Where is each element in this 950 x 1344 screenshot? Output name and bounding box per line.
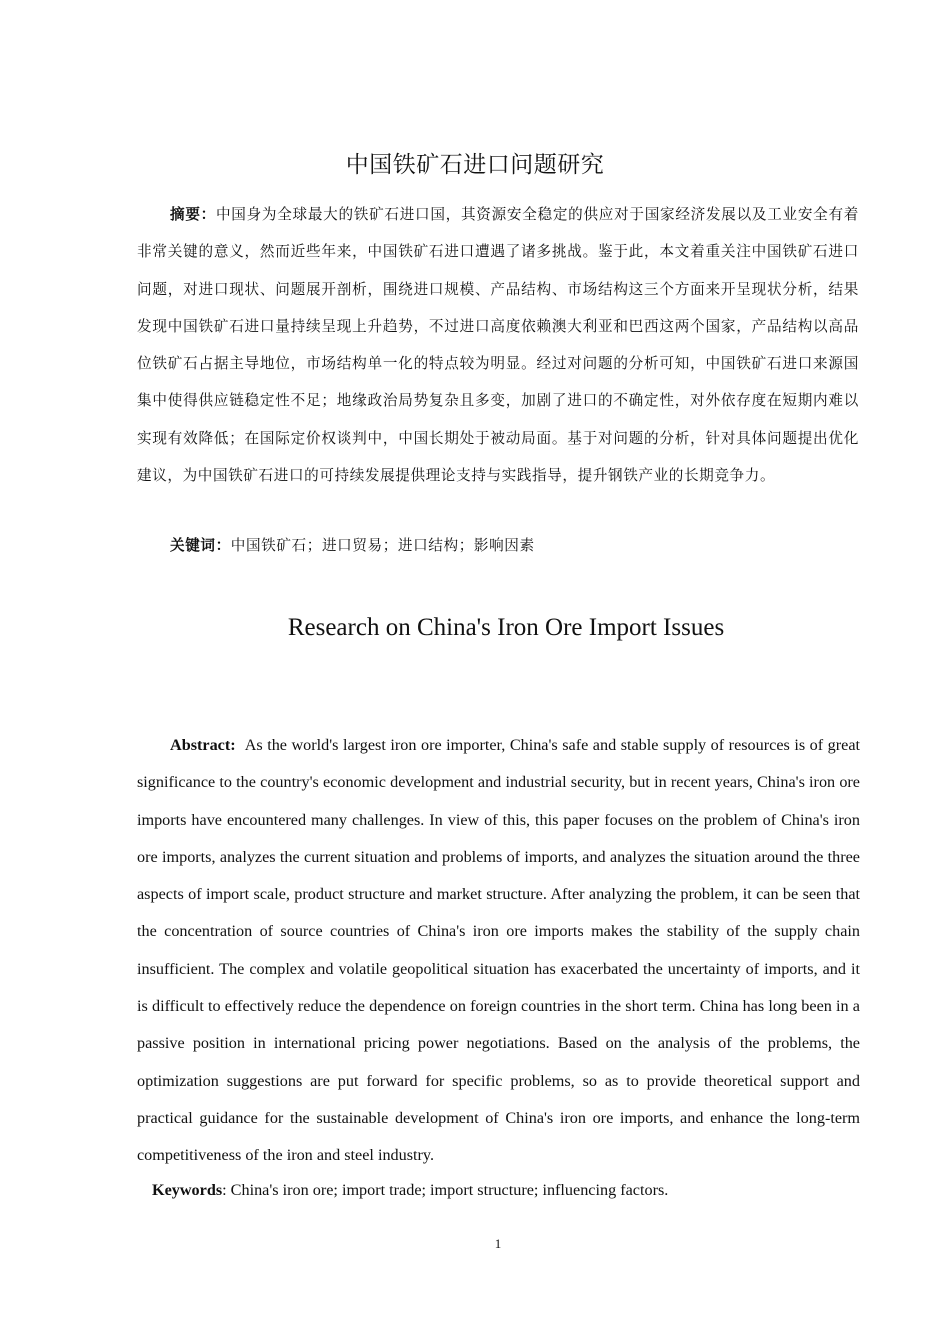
chinese-abstract-text: 中国身为全球最大的铁矿石进口国，其资源安全稳定的供应对于国家经济发展以及工业安全有着非常关键的意义，然而近些年来，中国铁矿石进口遭遇了诸多挑战。鉴于此，本文着重关注中国铁矿石进口问题，对进口现状、问题展开剖析，围绕进口规模、产品结构、市场结构这三个方面来开呈现状分析，结果发现中国铁矿石进口量持续呈现上升趋势，不过进口高度依赖澳大利亚和巴西这两个国家，产品结构以高品位铁矿石占据主导地位，市场结构单一化的特点较为明显。经过对问题的分析可知，中国铁矿石进口来源国集中使得供应链稳定性不足；地缘政治局势复杂且多变，加剧了进口的不确定性，对外依存度在短期内难以实现有效降低；在国际定价权谈判中，中国长期处于被动局面。基于对问题的分析，针对具体问题提出优化建议，为中国铁矿石进口的可持续发展提供理论支持与实践指导，提升钢铁产业的长期竞争力。: [137, 206, 859, 485]
english-keywords-label: Keywords: [152, 1181, 223, 1199]
chinese-title: 中国铁矿石进口问题研究: [345, 152, 605, 178]
english-abstract: [137, 727, 860, 1175]
chinese-keywords-label: 关键词：: [170, 537, 231, 554]
english-abstract-text: As the world's largest iron ore importer, China's safe and stable supply of resources is of great significance to the country's economic development and industrial security, but in recent years, China's iron ore imports have encountered many challenges. In view of this, this paper focuses on the problem of China's iron ore imports, analyzes the current situation and problems of imports, and analyzes the situation around the three aspects of import scale, product structure and market structure. After analyzing the problem, it can be seen that the concentration of source countries of China's iron ore imports makes the stability of the supply chain insufficient. The complex and volatile geopolitical situation has exacerbated the uncertainty of imports, and it is difficult to effectively reduce the dependence on foreign countries in the short term. China has long been in a passive position in international pricing power negotiations. Based on the analysis of the problems, the optimization suggestions are put forward for specific problems, so as to provide theoretical support and practical guidance for the sustainable development of China's iron ore imports, and enhance the long-term competitiveness of the iron and steel industry.: [137, 736, 861, 1165]
chinese-keywords: [170, 530, 535, 562]
chinese-abstract: [137, 196, 859, 494]
chinese-abstract-label: 摘要：: [170, 206, 216, 223]
english-keywords: [152, 1176, 668, 1204]
page-number: 1: [494, 1236, 502, 1251]
english-keywords-text: : China's iron ore; import trade; import structure; influencing factors.: [222, 1181, 669, 1199]
english-abstract-label: Abstract:: [170, 736, 236, 754]
english-title: Research on China's Iron Ore Import Issues: [287, 614, 725, 641]
chinese-keywords-text: 中国铁矿石；进口贸易；进口结构；影响因素: [230, 537, 535, 554]
